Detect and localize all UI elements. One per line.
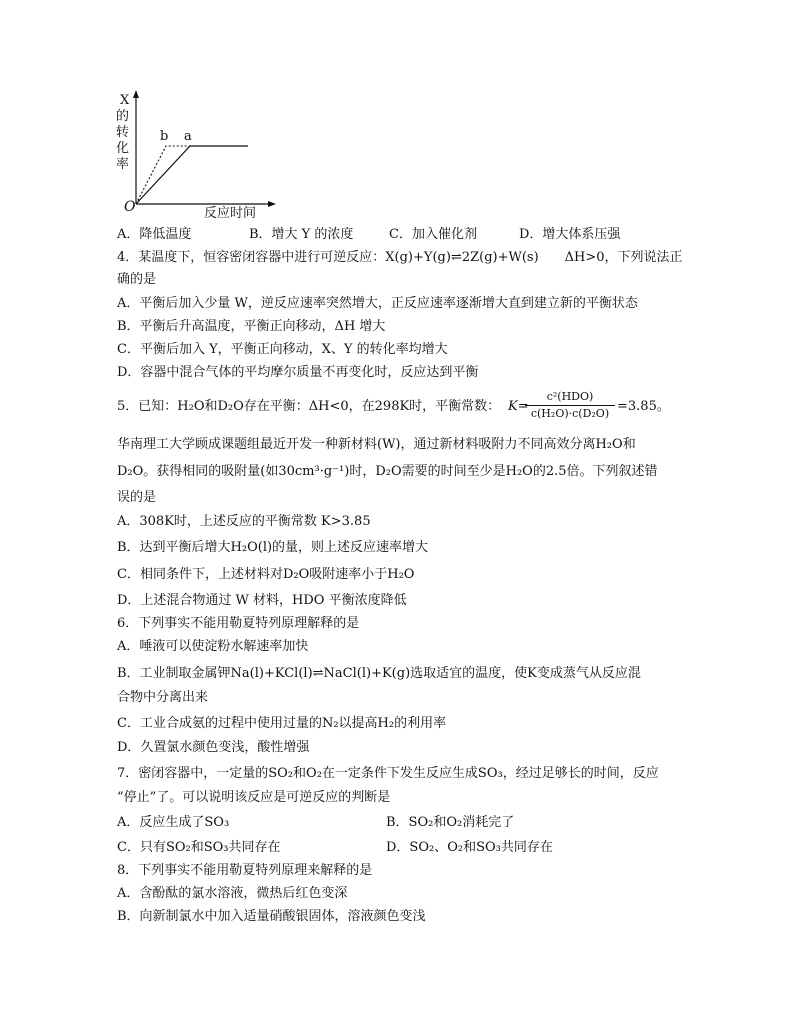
q7-stem-line2: “停止”了。可以说明该反应是可逆反应的判断是 [117, 790, 391, 805]
curve-a [136, 146, 248, 204]
q5-option-a: A．308K时，上述反应的平衡常数 K>3.85 [117, 514, 371, 529]
q3-option-a: A．降低温度 [117, 227, 192, 242]
y-label-4: 化 [116, 141, 130, 156]
q5-option-b: B．达到平衡后增大H₂O(l)的量，则上述反应速率增大 [117, 540, 429, 555]
y-label-5: 率 [116, 157, 130, 172]
q4-stem-line2: 确的是 [117, 272, 157, 287]
curve-b-label: b [160, 129, 169, 144]
conversion-rate-graph [108, 88, 278, 218]
q5-stem-line2: 华南理工大学顾成课题组最近开发一种新材料(W)，通过新材料吸附力不同高效分离H₂O和 [117, 437, 636, 452]
q6-option-a: A．唾液可以使淀粉水解速率加快 [117, 639, 309, 654]
q3-option-d: D．增大体系压强 [519, 227, 621, 242]
q8-stem: 8．下列事实不能用勒夏特列原理来解释的是 [117, 863, 373, 878]
q8-option-b: B．向新制氯水中加入适量硝酸银固体，溶液颜色变浅 [117, 909, 426, 924]
q4-option-c: C．平衡后加入 Y，平衡正向移动，X、Y 的转化率均增大 [117, 342, 448, 357]
q4-option-d: D．容器中混合气体的平均摩尔质量不再变化时，反应达到平衡 [117, 365, 479, 380]
q6-option-c: C．工业合成氨的过程中使用过量的N₂以提高H₂的利用率 [117, 716, 447, 731]
q3-option-b: B．增大 Y 的浓度 [249, 227, 354, 242]
q6-stem: 6．下列事实不能用勒夏特列原理解释的是 [117, 616, 360, 631]
q5-k-fraction [525, 390, 615, 421]
q6-option-b-line1: B．工业制取金属钾Na(l)+KCl(l)⇌NaCl(l)+K(g)选取适宜的温度，使K变成蒸气从反应混 [117, 666, 641, 681]
q7-option-b: B．SO₂和O₂消耗完了 [386, 815, 515, 830]
q4-option-b: B．平衡后升高温度，平衡正向移动，ΔH 增大 [117, 319, 386, 334]
q5-option-c: C．相同条件下，上述材料对D₂O吸附速率小于H₂O [117, 567, 415, 582]
y-label-1: X [120, 93, 130, 108]
q6-option-d: D．久置氯水颜色变浅，酸性增强 [117, 740, 310, 755]
q5-k-label: K= [508, 399, 529, 414]
q7-option-a: A．反应生成了SO₃ [117, 815, 230, 830]
q7-option-d: D．SO₂、O₂和SO₃共同存在 [386, 840, 553, 855]
q3-option-c: C．加入催化剂 [389, 227, 477, 242]
x-axis-arrow [268, 201, 276, 207]
q4-option-a: A．平衡后加入少量 W，逆反应速率突然增大，正反应速率逐渐增大直到建立新的平衡状态 [117, 296, 638, 311]
q5-stem-line3: D₂O。获得相同的吸附量(如30cm³·g⁻¹)时，D₂O需要的时间至少是H₂O的2.5倍。下列叙述错 [117, 464, 658, 479]
q5-fraction-bar [525, 405, 615, 406]
curve-a-label: a [184, 129, 192, 144]
q5-k-numerator: c²(HDO) [546, 390, 594, 403]
q4-stem-line1: 4．某温度下，恒容密闭容器中进行可逆反应：X(g)+Y(g)⇌2Z(g)+W(s) ΔH>0，下列说法正 [117, 250, 683, 265]
q5-stem-line4: 误的是 [117, 490, 157, 505]
q5-k-value: =3.85。 [617, 399, 670, 414]
y-label-3: 转 [116, 125, 130, 140]
q5-option-d: D．上述混合物通过 W 材料，HDO 平衡浓度降低 [117, 593, 407, 608]
y-axis-arrow [133, 90, 139, 98]
x-axis-label: 反应时间 [204, 206, 257, 218]
q7-stem-line1: 7．密闭容器中，一定量的SO₂和O₂在一定条件下发生反应生成SO₃，经过足够长的时间，反应 [117, 766, 659, 781]
q6-option-b-line2: 合物中分离出来 [117, 690, 209, 705]
q7-option-c: C．只有SO₂和SO₃共同存在 [117, 840, 281, 855]
q5-k-denominator: c(H₂O)·c(D₂O) [530, 407, 610, 420]
origin-label: O [124, 199, 136, 215]
y-label-2: 的 [116, 109, 130, 124]
q8-option-a: A．含酚酞的氯水溶液，微热后红色变深 [117, 886, 348, 901]
q5-stem-line1: 5．已知：H₂O和D₂O存在平衡：ΔH<0，在298K时，平衡常数： [117, 399, 501, 414]
